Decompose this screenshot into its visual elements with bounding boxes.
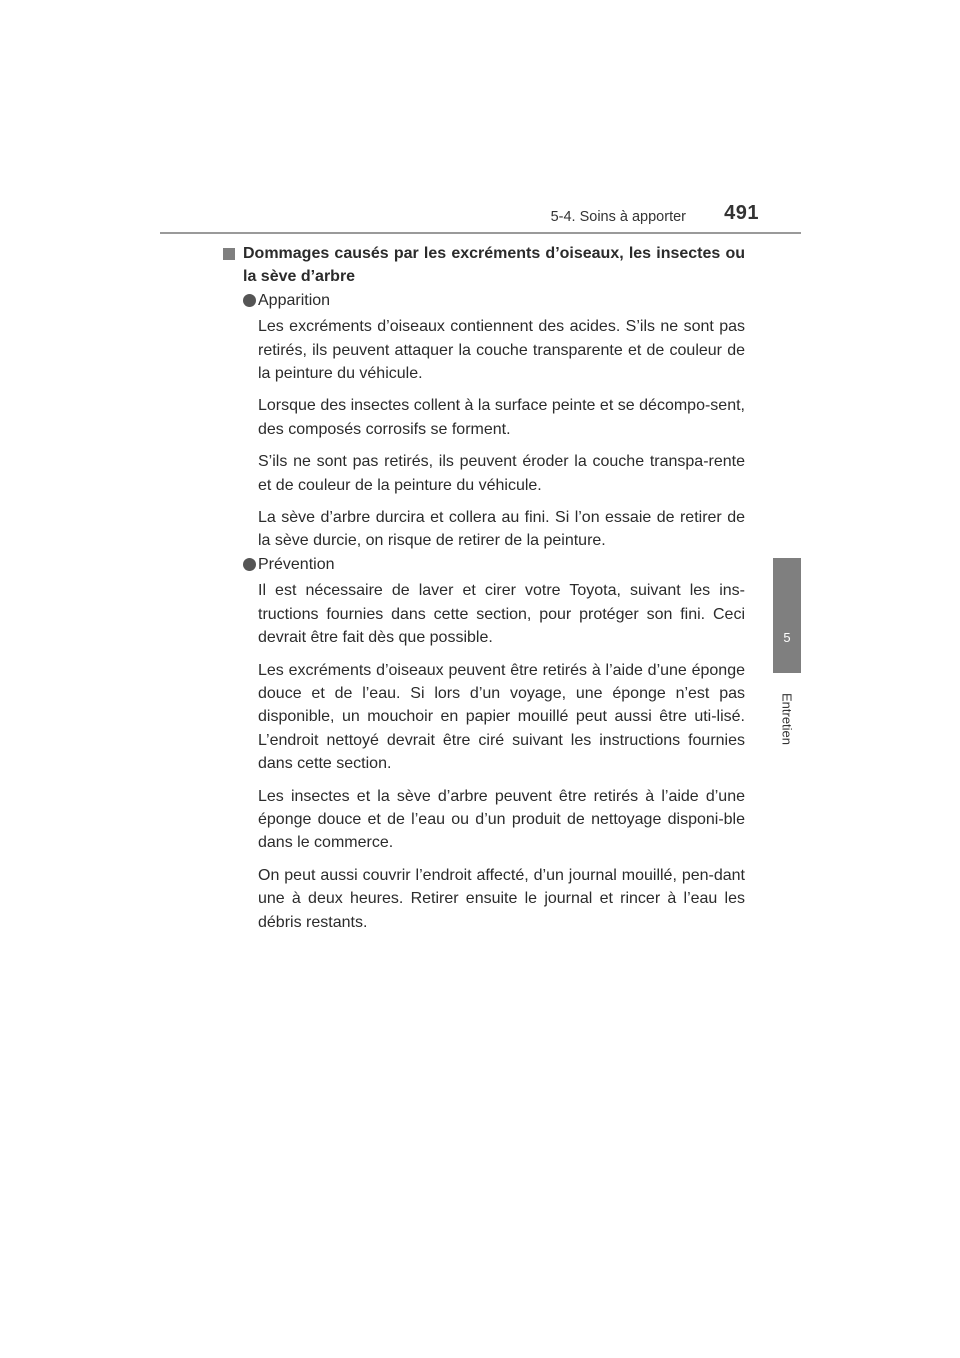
section-title: 5-4. Soins à apporter bbox=[550, 209, 686, 225]
section-heading bbox=[223, 242, 745, 289]
bullet-label: Prévention bbox=[258, 555, 335, 573]
paragraph: S’ils ne sont pas retirés, ils peuvent éroder la couche transpa-rente et de couleur de la peinture du véhicule. bbox=[258, 453, 745, 494]
chapter-label-container bbox=[773, 679, 801, 759]
paragraph: Lorsque des insectes collent à la surface peinte et se décompo-sent, des composés corrosifs se forment. bbox=[258, 397, 745, 438]
circle-bullet-icon bbox=[243, 294, 256, 307]
bullet-apparition bbox=[223, 289, 745, 312]
bullet-prevention bbox=[223, 553, 745, 576]
paragraph: La sève d’arbre durcira et collera au fini. Si l’on essaie de retirer de la sève durcie, on risque de retirer de la peinture. bbox=[258, 509, 745, 550]
square-bullet-icon bbox=[223, 248, 235, 260]
page-header bbox=[160, 196, 801, 236]
section-heading-text: Dommages causés par les excréments d’oiseaux, les insectes ou la sève d’arbre bbox=[243, 245, 745, 286]
page-number: 491 bbox=[724, 202, 759, 224]
page-content bbox=[223, 242, 745, 934]
chapter-label: Entretien bbox=[779, 692, 795, 746]
chapter-tab bbox=[773, 558, 801, 673]
paragraph: Les excréments d’oiseaux contiennent des acides. S’ils ne sont pas retirés, ils peuvent attaquer la couche transparente et de couleur de la peinture du véhicule. bbox=[258, 318, 745, 383]
header-divider bbox=[160, 232, 801, 234]
circle-bullet-icon bbox=[243, 558, 256, 571]
bullet-label: Apparition bbox=[258, 291, 331, 309]
chapter-number: 5 bbox=[783, 630, 791, 645]
paragraph: Il est nécessaire de laver et cirer votre Toyota, suivant les ins-tructions fournies dans cette section, pour protéger son fini. Ceci devrait être fait dès que possible. bbox=[258, 582, 745, 647]
paragraph: Les excréments d’oiseaux peuvent être retirés à l’aide d’une éponge douce et de l’eau. Si lors d’un voyage, une éponge n’est pas disponible, un mouchoir en papier mouillé peut aussi être uti-lisé. L’endroit nettoyé devrait être ciré suivant les instructions fournies dans cette section. bbox=[258, 661, 745, 773]
paragraph: On peut aussi couvrir l’endroit affecté, d’un journal mouillé, pen-dant une à deux heures. Retirer ensuite le journal et rincer à l’eau les débris restants. bbox=[258, 866, 745, 931]
paragraph: Les insectes et la sève d’arbre peuvent être retirés à l’aide d’une éponge douce et de l’eau ou d’un produit de nettoyage disponi-ble dans le commerce. bbox=[258, 787, 745, 852]
